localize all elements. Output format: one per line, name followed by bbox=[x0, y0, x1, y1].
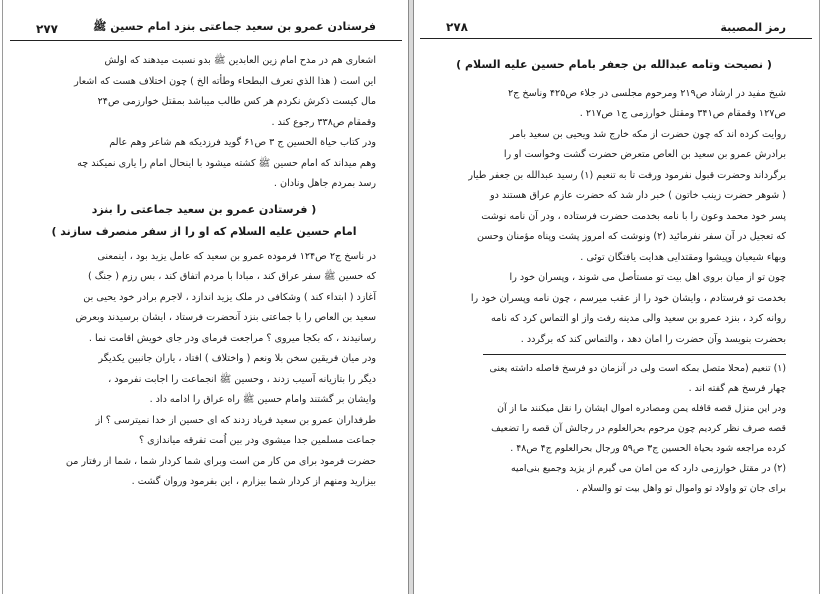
text-line: طرفداران عمرو بن سعید فریاد زدند که ای حسین از خدا نمیترسی ؟ از bbox=[95, 414, 376, 426]
footnote-divider bbox=[483, 354, 786, 355]
left-page-body bbox=[6, 41, 406, 493]
footnote-line: کرده مراجعه شود بحیاة الحسین ج۳ ص۵۹ ورجال بحرالعلوم ج۴ ص۴۸ . bbox=[510, 443, 786, 454]
text-line: که حسین ﷺ سفر عراق کند ، مبادا با مردم اتفاق کند ، بس رزم ( جنگ ) bbox=[87, 271, 376, 282]
text-line: اشعاری هم در مدح امام زین العابدین ﷺ بدو نسبت میدهند که اولش bbox=[104, 55, 376, 66]
text-line: وایشان بر گشتند وامام حسین ﷺ راه عراق را ادامه داد . bbox=[149, 394, 376, 405]
text-line: روانه کرد ، بنزد عمرو بن سعید والی مدینه رفت واز او التماس کرد که نامه bbox=[491, 313, 786, 324]
text-line: وقمقام ص۳۳۸ رجوع کند . bbox=[271, 116, 376, 128]
text-line: مال کیست ذکرش نکردم هر کس طالب میباشد بمقتل خوارزمی ص۲۴ bbox=[97, 96, 376, 107]
text-line: ( شوهر حضرت زینب خاتون ) خبر دار شد که حضرت عازم عراق هستند دو bbox=[490, 190, 786, 201]
text-line: برگرداند وحضرت قبول نفرمود ورفت تا به تنعیم (۱) رسید عبدالله بن جعفر طیار bbox=[468, 169, 786, 181]
text-line: چون تو از میان بروی اهل بیت تو مستأصل می شوند ، وپسران خود را bbox=[509, 272, 786, 283]
text-line: شیخ مفید در ارشاد ص۲۱۹ ومرحوم مجلسی در جلاء ص۴۲۵ وناسخ ج۲ bbox=[507, 87, 786, 99]
text-line: بحضرت بنویسد وآن حضرت را امان دهد ، والتماس کند که برگردد . bbox=[520, 333, 786, 345]
text-line: این است ( هذا الذي تعرف البطحاء وطأته الخ ) چون اختلاف هست که اشعار bbox=[74, 75, 376, 87]
page-number: ٢٧٧ bbox=[36, 22, 58, 36]
text-line: رسد بمردم جاهل ونادان . bbox=[273, 178, 376, 189]
running-title: رمز المصيبة bbox=[720, 21, 786, 34]
text-line: روایت کرده اند که چون حضرت از مکه خارج شد ویحیی بن سعید بامر bbox=[509, 128, 786, 140]
left-page bbox=[6, 6, 406, 594]
footnote-line: ودر این منزل قصه قافله یمن ومصادره اموال ایشان را نقل میکنند ما از آن bbox=[497, 403, 786, 414]
right-page bbox=[416, 6, 816, 594]
page-number: ٢٧٨ bbox=[446, 20, 468, 34]
running-title: فرستادن عمرو بن سعید جماعتی بنزد امام حسین ﷺ bbox=[93, 20, 376, 33]
text-line: حضرت فرمود برای من کار من است وبرای شما کردار شما ، شما از رفتار من bbox=[65, 455, 376, 467]
section-heading: ( نصیحت وتامه عبدالله بن جعفر بامام حسین علیه السلام ) bbox=[456, 58, 772, 71]
text-line: ودر کتاب حیاة الحسین ج ۳ ص۶۱ گوید فرزدیکه هم شاعر وهم عالم bbox=[109, 137, 376, 148]
text-line: رسانیدند ، که بکجا میروی ؟ مراجعت فرمای ودر جای خویش اقامت نما . bbox=[88, 332, 376, 344]
heading-line: امام حسین علیه السلام که او را از سفر منصرف سازند ) bbox=[51, 224, 357, 238]
text-line: در ناسخ ج۲ ص۱۲۴ فرموده عمرو بن سعید که عامل یزید بود ، اینمعنی bbox=[97, 250, 376, 262]
footnote-line: چهار فرسخ هم گفته اند . bbox=[688, 383, 786, 394]
text-line: بیزارید ومنهم از کردار شما بیزارم ، این بفرمود وروان گشت . bbox=[131, 476, 376, 487]
text-line: بخدمت تو فرستادم ، وایشان خود را از عقب میرسم ، چون نامه وپسران خود را bbox=[470, 292, 786, 304]
text-line: دیگر را بتازیانه آسیب زدند ، وحسین ﷺ انجماعت را اجابت نفرمود ، bbox=[108, 373, 376, 385]
right-page-header bbox=[420, 6, 812, 39]
text-line: پسر خود محمد وعون را با نامه بخدمت حضرت فرستاده ، ودر آن نامه نوشت bbox=[481, 210, 786, 222]
text-line: وهم میداند که امام حسین ﷺ کشته میشود با اینحال امام را یاری نمیکند چه bbox=[77, 157, 376, 169]
right-page-body bbox=[416, 39, 816, 499]
page-edge-left bbox=[2, 0, 3, 594]
footnote-line: (۱) تنعیم (محلا متصل بمکه است ولی در آنزمان دو فرسخ فاصله داشته یعنی bbox=[489, 363, 786, 374]
left-page-header bbox=[10, 6, 402, 41]
footnote-line: برای جان تو واولاد تو واموال تو واهل بیت تو والسلام . bbox=[576, 483, 786, 494]
heading-line: ( فرستادن عمرو بن سعید جماعتی را بنزد bbox=[91, 202, 317, 216]
text-line: ودر میان فریقین سخن بلا ونعم ( واختلاف ) افتاد ، یاران جانبین یکدیگر bbox=[98, 353, 376, 364]
footnotes bbox=[442, 359, 786, 499]
footnote-line: (۲) در مقتل خوارزمی دارد که من امان می گیرم از یزید وجمیع بنی‌امیه bbox=[511, 463, 786, 474]
text-line: ص۱۲۷ وقمقام ص۳۴۱ ومقتل خوارزمی ج۱ ص۲۱۷ . bbox=[579, 108, 786, 119]
book-gutter bbox=[408, 0, 414, 594]
text-line: برادرش عمرو بن سعید بن العاص متعرض حضرت گشت وخواست او را bbox=[503, 149, 786, 160]
text-line: وبهاء شیعیان وپیشوا ومقتدایی هدایت یافتگان توئی . bbox=[580, 251, 786, 263]
section-heading bbox=[32, 199, 376, 243]
page-edge-right bbox=[819, 0, 820, 594]
text-line: سعید بن العاص را با جماعتی بنزد آنحضرت فرستاد ، ایشان برسیدند وبعرض bbox=[75, 312, 376, 323]
text-line: جماعت مسلمین جدا میشوی ودر بین اُمت تفرقه میاندازی ؟ bbox=[138, 435, 376, 446]
footnote-line: قصه صرف نظر کردیم چون مرحوم بحرالعلوم در رجالش آن قصه را تضعیف bbox=[491, 423, 786, 434]
text-line: آغازد ( ابتداء کند ) وشکافی در ملک یزید اندازد ، لاجرم برادر خود یحیی بن bbox=[83, 291, 376, 303]
text-line: که تعجیل در آن سفر نفرمائید (۲) ونوشت که امروز پشت وپناه مؤمنان وحسن bbox=[476, 231, 786, 242]
